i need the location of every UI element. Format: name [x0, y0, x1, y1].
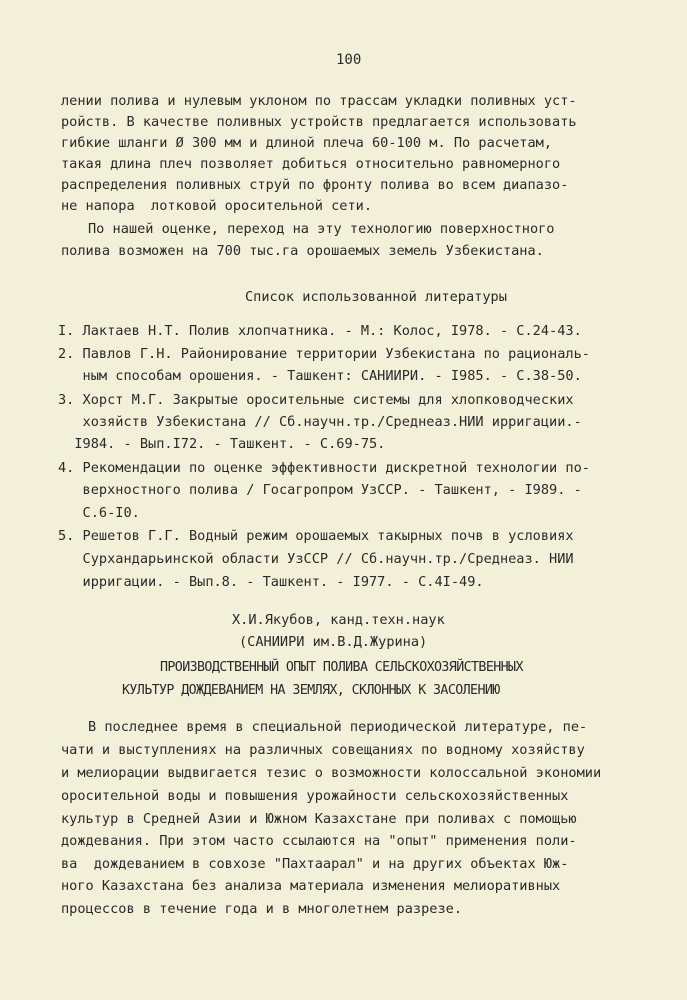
reference-line: С.6-I0. [58, 505, 140, 521]
intro-line: лении полива и нулевым уклоном по трассам укладки поливных уст- [61, 93, 577, 109]
page-number: 100 [336, 52, 362, 68]
body-line: оросительной воды и повышения урожайности сельскохозяйственных [61, 788, 569, 804]
reference-line: ирригации. - Вып.8. - Ташкент. - I977. - С.4I-49. [58, 574, 484, 590]
body-line: В последнее время в специальной периодической литературе, пе- [88, 719, 588, 735]
conclusion-line: полива возможен на 700 тыс.га орошаемых земель Узбекистана. [61, 243, 544, 259]
intro-line: такая длина плеч позволяет добиться относительно равномерного [61, 156, 561, 172]
article-title-line: ПРОИЗВОДСТВЕННЫЙ ОПЫТ ПОЛИВА СЕЛЬСКОХОЗЯЙСТВЕННЫХ [160, 660, 523, 675]
body-line: культур в Средней Азии и Южном Казахстане при поливах с помощью [61, 811, 577, 827]
reference-line: 2. Павлов Г.Н. Районирование территории Узбекистана по рациональ- [58, 346, 590, 362]
reference-line: 3. Хорст М.Г. Закрытые оросительные системы для хлопководческих [58, 392, 574, 408]
conclusion-line: По нашей оценке, переход на эту технологию поверхностного [88, 221, 555, 237]
body-line: ва дождеванием в совхозе "Пахтаарал" и на других объектах Юж- [61, 856, 569, 872]
intro-line: не напора лотковой оросительной сети. [61, 198, 372, 214]
intro-line: ройств. В качестве поливных устройств предлагается использовать [61, 114, 577, 130]
author-line: Х.И.Якубов, канд.техн.наук [232, 612, 445, 628]
reference-line: Сурхандарьинской области УзССР // Сб.научн.тр./Среднеаз. НИИ [58, 551, 574, 567]
body-line: дождевания. При этом часто ссылаются на "опыт" применения поли- [61, 833, 577, 849]
intro-line: распределения поливных струй по фронту полива во всем диапазо- [61, 177, 569, 193]
reference-line: I984. - Вып.I72. - Ташкент. - С.69-75. [58, 436, 386, 452]
reference-line: хозяйств Узбекистана // Сб.научн.тр./Среднеаз.НИИ ирригации.- [58, 414, 582, 430]
reference-line: ным способам орошения. - Ташкент: САНИИРИ. - I985. - С.38-50. [58, 368, 582, 384]
reference-line: верхностного полива / Госагропром УзССР. - Ташкент, - I989. - [58, 482, 582, 498]
reference-line: I. Лактаев Н.Т. Полив хлопчатника. - М.: Колос, I978. - С.24-43. [58, 323, 582, 339]
references-title: Список использованной литературы [245, 289, 507, 305]
reference-line: 4. Рекомендации по оценке эффективности дискретной технологии по- [58, 460, 590, 476]
reference-line: 5. Решетов Г.Г. Водный режим орошаемых такырных почв в условиях [58, 528, 574, 544]
article-title-line: КУЛЬТУР ДОЖДЕВАНИЕМ НА ЗЕМЛЯХ, СКЛОННЫХ К ЗАСОЛЕНИЮ [122, 683, 500, 698]
body-line: и мелиорации выдвигается тезис о возможности колоссальной экономии [61, 765, 602, 781]
body-line: процессов в течение года и в многолетнем разрезе. [61, 901, 463, 917]
body-line: чати и выступлениях на различных совещаниях по водному хозяйству [61, 742, 585, 758]
affiliation-line: (САНИИРИ им.В.Д.Журина) [239, 634, 428, 650]
intro-line: гибкие шланги Ø 300 мм и длиной плеча 60-100 м. По расчетам, [61, 135, 553, 151]
body-line: ного Казахстана без анализа материала изменения мелиоративных [61, 878, 561, 894]
